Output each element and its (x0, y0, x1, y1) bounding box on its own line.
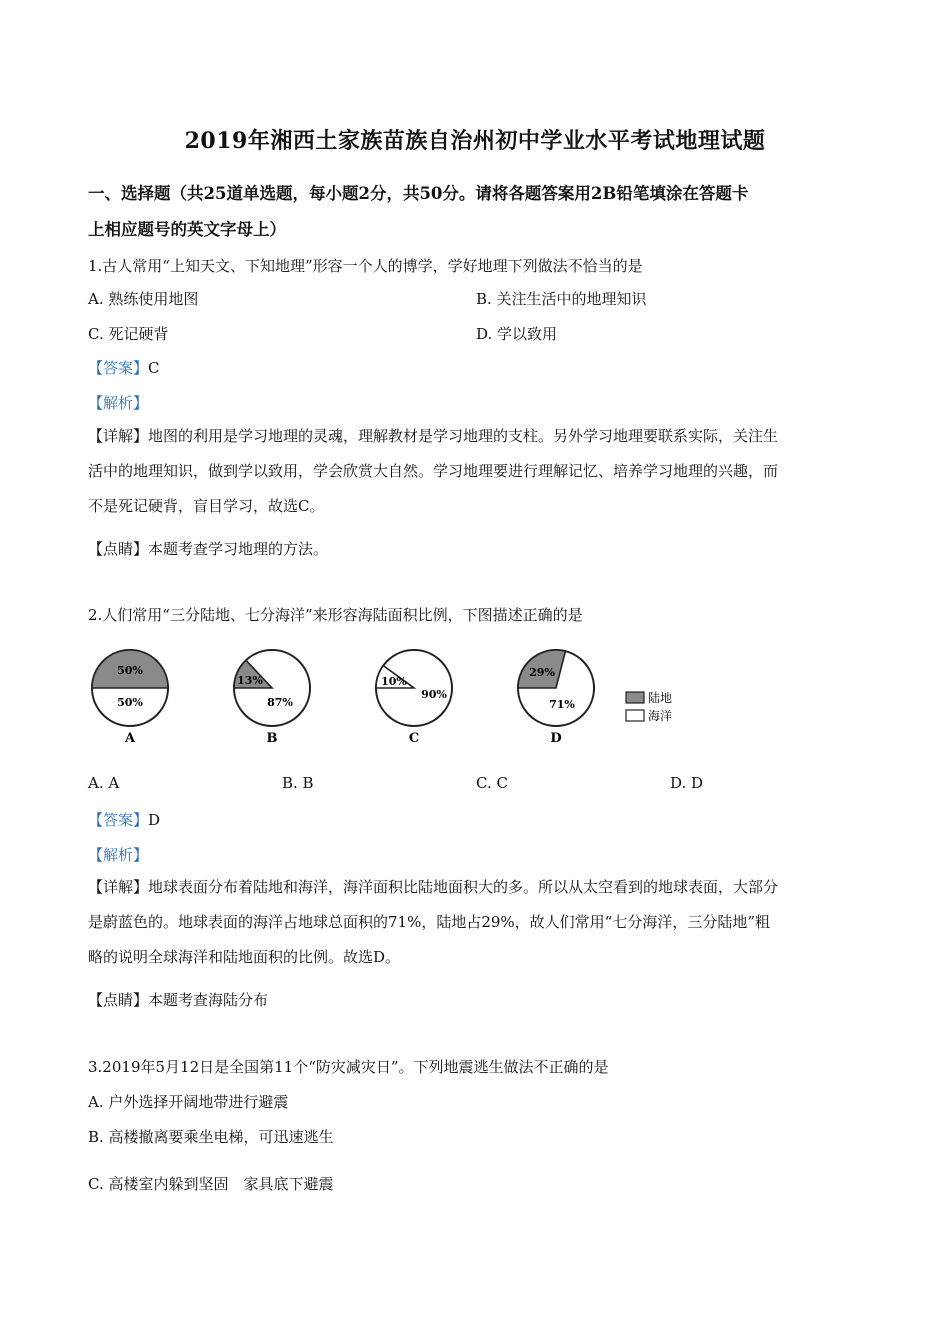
q2-point (88, 989, 268, 1010)
q2-point-text: 本题考查海陆分布 (148, 991, 269, 1009)
q1-analysis (88, 392, 148, 413)
q3-option-c: C. 高楼室内躲到坚固 家具底下避震 (88, 1175, 334, 1193)
pie-d-letter: D (550, 731, 562, 746)
pie-c-land-label: 10% (381, 675, 407, 688)
land-sea-pie-figure (86, 642, 686, 752)
point-label: 【点睛】 (88, 991, 149, 1009)
legend-sea-label: 海洋 (648, 709, 673, 723)
q3-option-b: B. 高楼撤离要乘坐电梯，可迅速逃生 (88, 1128, 334, 1146)
pie-c-letter: C (408, 731, 420, 746)
q1-detail-line3: 不是死记硬背，盲目学习，故选C。 (88, 497, 325, 515)
q2-answer-value: D (148, 811, 161, 829)
q2-answer (88, 809, 160, 830)
q3-option-a: A. 户外选择开阔地带进行避震 (88, 1093, 289, 1111)
q1-option-a: A. 熟练使用地图 (88, 290, 199, 308)
q1-option-b: B. 关注生活中的地理知识 (476, 290, 647, 308)
q2-option-d: D. D (670, 774, 704, 792)
legend-land-swatch (626, 692, 644, 703)
pie-b-sea-label: 87% (267, 696, 293, 709)
pie-a-letter: A (124, 731, 136, 746)
q2-detail-line2: 是蔚蓝色的。地球表面的海洋占地球总面积的71%，陆地占29%，故人们常用“七分海洋，三分陆地”粗 (88, 913, 771, 931)
q3-stem: 3.2019年5月12日是全国第11个“防灾减灾日”。下列地震逃生做法不正确的是 (88, 1058, 609, 1076)
q2-detail-line3: 略的说明全球海洋和陆地面积的比例。故选D。 (88, 948, 401, 966)
q1-point (88, 538, 328, 559)
q2-option-c: C. C (476, 774, 508, 792)
legend-sea-swatch (626, 710, 644, 721)
section-heading-line2: 上相应题号的英文字母上） (88, 220, 286, 239)
pie-d-land-label: 29% (529, 666, 555, 679)
q2-option-b: B. B (282, 774, 314, 792)
q1-point-text: 本题考查学习地理的方法。 (148, 540, 329, 558)
q1-option-c: C. 死记硬背 (88, 325, 169, 343)
page-title: 2019年湘西土家族苗族自治州初中学业水平考试地理试题 (184, 128, 766, 154)
q1-detail (88, 419, 864, 524)
q1-stem: 1.古人常用“上知天文、下知地理”形容一个人的博学，学好地理下列做法不恰当的是 (88, 257, 643, 275)
section-heading-line1: 一、选择题（共25道单选题，每小题2分，共50分。请将各题答案用2B铅笔填涂在答题卡 (88, 184, 749, 203)
q2-analysis (88, 844, 148, 865)
pie-b-land-label: 13% (237, 674, 263, 687)
answer-label: 【答案】 (88, 359, 149, 377)
answer-label: 【答案】 (88, 811, 149, 829)
q1-option-d: D. 学以致用 (476, 325, 558, 343)
pie-a-land-label: 50% (117, 664, 143, 677)
q2-detail (88, 870, 864, 975)
pie-a-sea-label: 50% (117, 696, 143, 709)
legend-land-label: 陆地 (648, 691, 673, 705)
q2-stem: 2.人们常用“三分陆地、七分海洋”来形容海陆面积比例，下图描述正确的是 (88, 606, 583, 624)
q1-detail-line1: 地图的利用是学习地理的灵魂，理解教材是学习地理的支柱。另外学习地理要联系实际，关注生 (148, 427, 779, 445)
analysis-label: 【解析】 (88, 846, 149, 864)
detail-label: 【详解】 (88, 427, 149, 445)
point-label: 【点睛】 (88, 540, 149, 558)
pie-b-letter: B (266, 731, 278, 746)
q1-detail-line2: 活中的地理知识，做到学以致用，学会欣赏大自然。学习地理要进行理解记忆、培养学习地理的兴趣，而 (88, 462, 779, 480)
q2-detail-line1: 地球表面分布着陆地和海洋，海洋面积比陆地面积大的多。所以从太空看到的地球表面，大部分 (148, 878, 779, 896)
q2-option-a: A. A (88, 774, 120, 792)
q1-answer (88, 357, 160, 378)
detail-label: 【详解】 (88, 878, 149, 896)
pie-c-sea-label: 90% (421, 688, 447, 701)
q1-answer-value: C (148, 359, 160, 377)
analysis-label: 【解析】 (88, 394, 149, 412)
pie-d-sea-label: 71% (549, 698, 575, 711)
